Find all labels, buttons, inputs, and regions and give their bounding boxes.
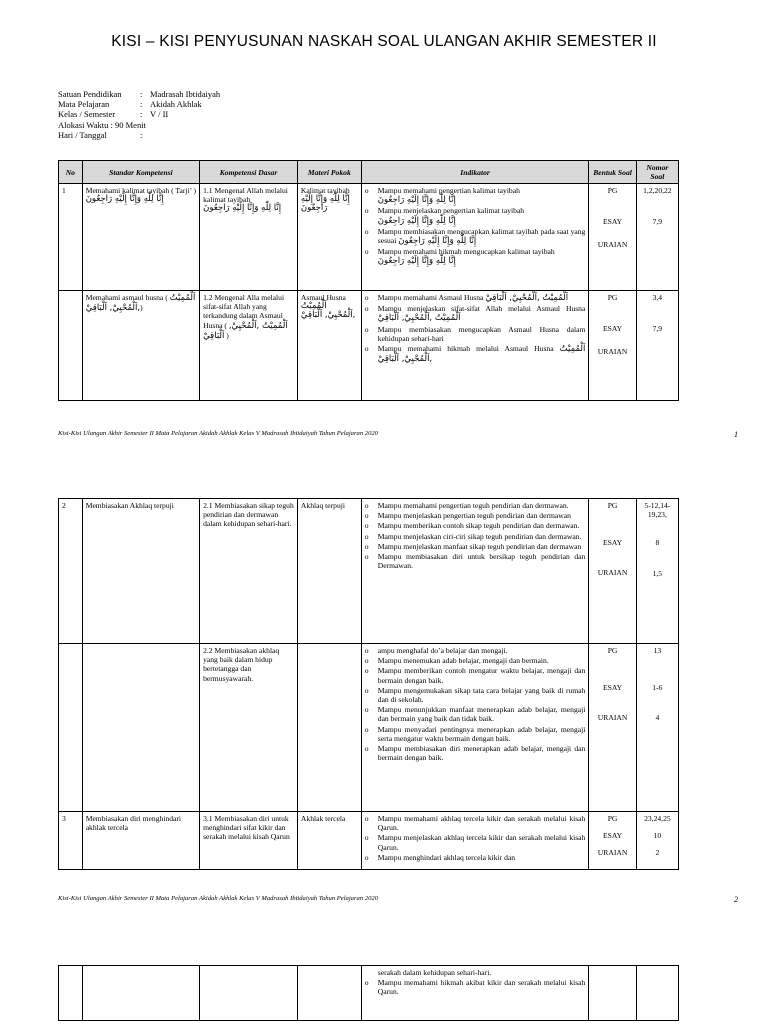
page-footer: Kisi-Kisi Ulangan Akhir Semester II Mata Pelajaran Akidah Akhlak Kelas V Madrasah Ibtidaiyah Tahun Pelajaran 2020 2 xyxy=(58,895,738,904)
cell-kompetensi-dasar: 1.2 Mengenal Alla melalui sifat-sifat Allah yang terkandung dalam Asmaul Husna ( اَلْمُمِيْتُ ,اَلْمُحْيِيْ, اَلْبَاقِيْ ) xyxy=(200,291,298,401)
indicator-item: o ampu menghafal do’a belajar dan mengaji. xyxy=(364,646,508,655)
indicator-item: o Mampu memberikan contoh mengatur waktu belajar, mengaji dan bermain dengan baik. xyxy=(364,666,586,685)
indicator-item: o Mampu menunjukkan manfaat menerapkan adab belajar, mengaji dan bermain yang baik dan tidak baik. xyxy=(364,705,586,724)
header-nomor-soal: Nomor Soal xyxy=(636,161,678,184)
indicator-item: o Mampu membiasakan diri untuk bersikap teguh pendirian dan Dermawan. xyxy=(364,552,586,571)
cell-no: 2 xyxy=(59,499,83,644)
header-kompetensi-dasar: Kompetensi Dasar xyxy=(200,161,298,184)
cell-indikator xyxy=(361,499,589,644)
indicator-item: o Mampu memahami pengertian kalimat tayibah إِنَّا لِلّٰهِ وَإِنَّا إِلَيْهِ رَاجِعُونَ xyxy=(364,186,520,206)
table-row xyxy=(59,499,679,644)
cell-kompetensi-dasar xyxy=(200,966,298,1021)
indicator-item: o Mampu menjelaskan akhlaq tercela kikir dan serakah melalui kisah Qarun. xyxy=(364,833,586,852)
table-header-row xyxy=(59,161,679,184)
header-materi-pokok: Materi Pokok xyxy=(297,161,361,184)
kisi-table-page-2 xyxy=(58,498,679,870)
cell-indikator xyxy=(361,966,589,1021)
arabic-text: إِنَّا لِلّٰهِ وَإِنَّا إِلَيْهِ رَاجِعُونَ xyxy=(203,203,282,214)
cell-no xyxy=(59,966,83,1021)
cell-materi-pokok: Kalimat tayibah إِنَّا لِلّٰهِ وَإِنَّا إِلَيْهِ رَاجِعُونَ xyxy=(297,184,361,291)
cell-kompetensi-dasar: 3.1 Membiasakan diri untuk menghindari sifat kikir dan serakah melalui kisah Qarun xyxy=(200,812,298,870)
info-row-time: Alokasi Waktu : 90 Menit xyxy=(58,119,146,130)
indicator-item: o Mampu memahami akhlaq tercela kikir dan serakah melalui kisah Qarun. xyxy=(364,814,586,833)
indicator-item: o Mampu memberikan contoh sikap teguh pendirian dan dermawan. xyxy=(364,521,580,531)
cell-kompetensi-dasar: 1.1 Mengenal Allah melalui kalimat tayibah إِنَّا لِلّٰهِ وَإِنَّا إِلَيْهِ رَاجِعُونَ xyxy=(200,184,298,291)
indicator-item: o Mampu memahami Asmaul Husna اَلْمُمِيْتُ ,اَلْمُحْيِيْ, اَلْبَاقِيْ xyxy=(364,293,569,303)
kisi-table-page-1 xyxy=(58,160,679,401)
cell-bentuk-soal: PG ESAY URAIAN xyxy=(589,184,636,291)
indicator-item: o Mampu menjelaskan pengertian kalimat tayibah إِنَّا لِلّٰهِ وَإِنَّا إِلَيْهِ رَاجِعُونَ xyxy=(364,206,525,226)
indicator-item: o Mampu menjelaskan pengertian teguh pendirian dan dermawan xyxy=(364,511,571,521)
cell-standar-kompetensi: Membiasakan Akhlaq terpuji xyxy=(82,499,199,644)
cell-materi-pokok xyxy=(297,966,361,1021)
table-row xyxy=(59,291,679,401)
header-standar-kompetensi: Standar Kompetensi xyxy=(82,161,199,184)
cell-standar-kompetensi xyxy=(82,644,199,812)
cell-kompetensi-dasar: 2.2 Membiasakan akhlaq yang baik dalam hidup bertetangga dan bermusyawarah. xyxy=(200,644,298,812)
cell-bentuk-soal: PG ESAY URAIAN xyxy=(589,812,636,870)
page-number: 1 xyxy=(734,430,738,439)
header-no: No xyxy=(59,161,83,184)
indicator-item: o Mampu memahami hikmah melalui Asmaul Husna اَلْمُمِيْتُ ,اَلْمُحْيِيْ, اَلْبَاقِيْ xyxy=(364,344,586,365)
cell-materi-pokok: Akhlaq terpuji xyxy=(297,499,361,644)
indicator-item: o Mampu memahami hikmah akibat kikir dan serakah melalui kisah Qarun. xyxy=(364,978,586,997)
cell-materi-pokok: Asmaul Husna اَلْمُمِيْتُ ,اَلْمُحْيِيْ, اَلْبَاقِيْ xyxy=(297,291,361,401)
arabic-text: إِنَّا لِلّٰهِ وَإِنَّا إِلَيْهِ رَاجِعُونَ xyxy=(300,194,350,214)
indicator-item: o Mampu menyadari pentingnya menerapkan adab belajar, mengaji serta mengatur waktu bermain dengan baik. xyxy=(364,724,586,743)
cell-indikator xyxy=(361,184,589,291)
cell-materi-pokok: Akhlak tercela xyxy=(297,812,361,870)
cell-bentuk-soal: PG ESAY URAIAN xyxy=(589,291,636,401)
indicator-item: o Mampu membiasakan mengucapkan kalimat tayibah pada saat yang sesuai إِنَّا لِلّٰهِ وَإِنَّا إِلَيْهِ رَاجِعُونَ xyxy=(364,226,586,247)
indicator-item: o Mampu memahami pengertian teguh pendirian dan dermawan. xyxy=(364,501,569,510)
table-row xyxy=(59,966,679,1021)
indicator-item: o Mampu membiasakan mengucapkan Asmaul Husna dalam kehidupan sehari-hari xyxy=(364,324,586,343)
cell-indikator xyxy=(361,644,589,812)
table-row xyxy=(59,184,679,291)
kisi-table-page-3 xyxy=(58,965,679,1021)
cell-nomor-soal: 13 1-6 4 xyxy=(636,644,678,812)
cell-standar-kompetensi xyxy=(82,966,199,1021)
info-row-date: Hari / Tanggal : xyxy=(58,129,143,140)
cell-indikator xyxy=(361,812,589,870)
page-footer: Kisi-Kisi Ulangan Akhir Semester II Mata Pelajaran Akidah Akhlak Kelas V Madrasah Ibtidaiyah Tahun Pelajaran 2020 1 xyxy=(58,430,738,439)
cell-indikator xyxy=(361,291,589,401)
info-row-school: Satuan Pendidikan : Madrasah Ibtidaiyah xyxy=(58,89,221,99)
page-title: KISI – KISI PENYUSUNAN NASKAH SOAL ULANGAN AKHIR SEMESTER II xyxy=(111,33,657,50)
arabic-text: إِنَّا لِلّٰهِ وَإِنَّا إِلَيْهِ رَاجِعُونَ xyxy=(85,194,164,205)
cell-bentuk-soal xyxy=(589,966,636,1021)
info-row-class: Kelas / Semester : V / II xyxy=(58,109,169,120)
indicator-item: o Mampu mengemukakan sikap tata cara belajar yang baik di rumah dan di sekolah. xyxy=(364,685,586,705)
cell-no: 3 xyxy=(59,812,83,870)
table-row xyxy=(59,812,679,870)
indicator-item: o Mampu memahami hikmah mengucapkan kalimat tayibah إِنَّا لِلّٰهِ وَإِنَّا إِلَيْهِ رَاجِعُونَ xyxy=(364,247,555,267)
indicator-item: o Mampu menjelaskan manfaat sikap teguh pendirian dan dermawan xyxy=(364,541,582,551)
cell-standar-kompetensi: Memahami kalimat tayibah ( Tarji’ ) إِنَّا لِلّٰهِ وَإِنَّا إِلَيْهِ رَاجِعُونَ xyxy=(82,184,199,291)
cell-no: 1 xyxy=(59,184,83,291)
cell-nomor-soal: 23,24,25 10 2 xyxy=(636,812,678,870)
cell-nomor-soal xyxy=(636,966,678,1021)
header-bentuk-soal: Bentuk Soal xyxy=(589,161,636,184)
indicator-item: o Mampu menjelaskan ciri-ciri sikap teguh pendirian dan dermawan. xyxy=(364,531,582,541)
indicator-item: o Mampu menemukan adab belajar, mengaji dan bermain. xyxy=(364,656,549,666)
indicator-continuation: serakah dalam kehidupan sehari-hari. xyxy=(377,968,492,977)
header-indikator: Indikator xyxy=(361,161,589,184)
cell-standar-kompetensi: Membiasakan diri menghindari akhlak tercela xyxy=(82,812,199,870)
document-info xyxy=(58,89,220,140)
cell-bentuk-soal: PG ESAY URAIAN xyxy=(589,499,636,644)
indicator-item: o Mampu menghindari akhlaq tercela kikir dan xyxy=(364,852,516,862)
table-row xyxy=(59,644,679,812)
indicator-item: o Mampu membiasakan diri menerapkan adab belajar, mengaji dan bermain dengan baik. xyxy=(364,744,586,763)
info-row-subject: Mata Pelajaran : Akidah Akhlak xyxy=(58,99,202,110)
page-number: 2 xyxy=(734,895,738,904)
cell-no xyxy=(59,644,83,812)
cell-standar-kompetensi: Memahami asmaul husna ( اَلْمُمِيْتُ ,اَلْمُحْيِيْ, اَلْبَاقِيْ) xyxy=(82,291,199,401)
cell-nomor-soal: 1,2,20,22 7,9 xyxy=(636,184,678,291)
cell-kompetensi-dasar: 2.1 Membiasakan sikap teguh pendirian dan dermawan dalam kehidupan sehari-hari. xyxy=(200,499,298,644)
cell-nomor-soal: 5-12,14-19,23, 8 1,5 xyxy=(636,499,678,644)
cell-bentuk-soal: PG ESAY URAIAN xyxy=(589,644,636,812)
cell-nomor-soal: 3,4 7,9 xyxy=(636,291,678,401)
indicator-item: o Mampu menjelaskan sifat-sifat Allah melalui Asmaul Husna اَلْمُمِيْتُ ,اَلْمُحْيِيْ, اَلْبَاقِيْ xyxy=(364,304,586,324)
cell-materi-pokok xyxy=(297,644,361,812)
cell-no xyxy=(59,291,83,401)
